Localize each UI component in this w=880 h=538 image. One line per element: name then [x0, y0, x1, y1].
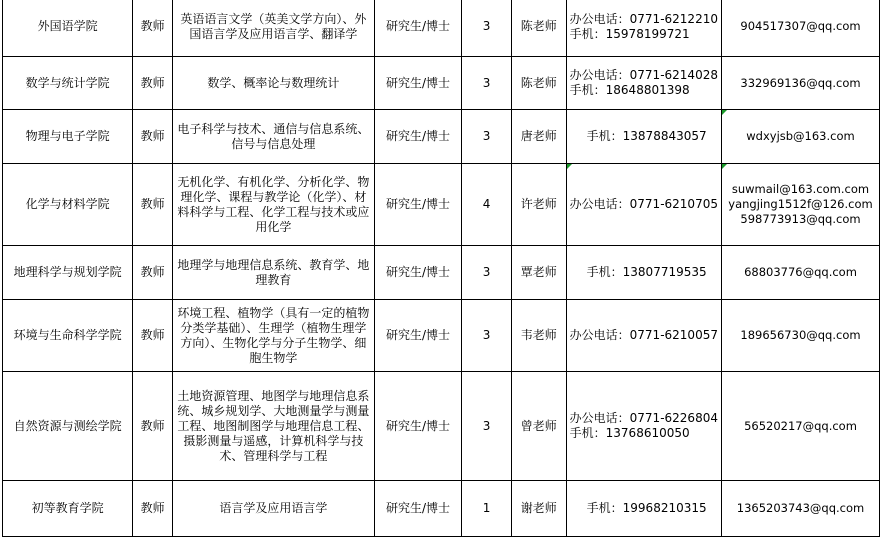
major-cell: 英语语言文学（英美文学方向）、外国语言学及应用语言学、翻译学	[172, 0, 374, 57]
count-cell: 4	[462, 164, 512, 246]
email-cell: 68803776@qq.com	[721, 246, 879, 300]
office-phone: 办公电话：0771-6210705	[569, 197, 718, 211]
table-row	[3, 0, 880, 57]
contact-cell	[566, 481, 721, 537]
email-text: wdxyjsb@163.com	[746, 129, 855, 143]
contact-cell	[566, 164, 721, 246]
count-cell: 3	[462, 300, 512, 372]
college-cell: 化学与材料学院	[3, 164, 133, 246]
table-row	[3, 246, 880, 300]
degree-cell: 研究生/博士	[374, 57, 462, 110]
count-cell: 1	[462, 481, 512, 537]
email-text: suwmail@163.com.com	[731, 182, 870, 196]
contact-person-cell: 谢老师	[511, 481, 566, 537]
contact-cell	[566, 110, 721, 164]
degree-cell: 研究生/博士	[374, 0, 462, 57]
major-cell: 数学、概率论与数理统计	[172, 57, 374, 110]
major-cell: 无机化学、有机化学、分析化学、物理化学、课程与教学论（化学）、材料科学与工程、化学工程与技术或应用化学	[172, 164, 374, 246]
contact-person-cell: 许老师	[511, 164, 566, 246]
contact-cell	[566, 0, 721, 57]
position-cell: 教师	[133, 300, 173, 372]
email-text: 598773913@qq.com	[740, 212, 861, 226]
contact-cell	[566, 300, 721, 372]
table-row	[3, 372, 880, 481]
email-cell: 904517307@qq.com	[721, 0, 879, 57]
table-row	[3, 164, 880, 246]
major-cell: 地理学与地理信息系统、教育学、地理教育	[172, 246, 374, 300]
mobile-phone: 手机：13878843057	[586, 129, 707, 143]
table-row	[3, 110, 880, 164]
mobile-phone: 手机：19968210315	[586, 501, 707, 515]
position-cell: 教师	[133, 57, 173, 110]
degree-cell: 研究生/博士	[374, 372, 462, 481]
contact-person-cell: 陈老师	[511, 57, 566, 110]
major-cell: 语言学及应用语言学	[172, 481, 374, 537]
office-phone: 办公电话：0771-6226804	[569, 411, 718, 425]
email-cell: 189656730@qq.com	[721, 300, 879, 372]
college-cell: 外国语学院	[3, 0, 133, 57]
count-cell: 3	[462, 0, 512, 57]
contact-person-cell: 韦老师	[511, 300, 566, 372]
email-cell: 332969136@qq.com	[721, 57, 879, 110]
count-cell: 3	[462, 372, 512, 481]
email-text: yangjing1512f@126.com	[728, 197, 873, 211]
contact-cell	[566, 246, 721, 300]
college-cell: 物理与电子学院	[3, 110, 133, 164]
mobile-phone: 手机：13807719535	[586, 265, 707, 279]
position-cell: 教师	[133, 372, 173, 481]
contact-person-cell: 陈老师	[511, 0, 566, 57]
office-phone: 办公电话：0771-6210057	[569, 328, 718, 342]
office-phone: 办公电话：0771-6212210	[569, 11, 718, 26]
contact-person-cell: 唐老师	[511, 110, 566, 164]
degree-cell: 研究生/博士	[374, 110, 462, 164]
contact-cell	[566, 372, 721, 481]
email-cell: 56520217@qq.com	[721, 372, 879, 481]
degree-cell: 研究生/博士	[374, 246, 462, 300]
count-cell: 3	[462, 246, 512, 300]
major-cell: 电子科学与技术、通信与信息系统、信号与信息处理	[172, 110, 374, 164]
college-cell: 数学与统计学院	[3, 57, 133, 110]
position-cell: 教师	[133, 110, 173, 164]
table-row	[3, 481, 880, 537]
count-cell: 3	[462, 57, 512, 110]
cell-comment-marker	[722, 110, 727, 115]
email-cell	[721, 110, 879, 164]
contact-person-cell: 曾老师	[511, 372, 566, 481]
position-cell: 教师	[133, 0, 173, 57]
table-row	[3, 300, 880, 372]
email-cell: 1365203743@qq.com	[721, 481, 879, 537]
major-cell: 土地资源管理、地图学与地理信息系统、城乡规划学、大地测量学与测量工程、地图制图学与地理信息工程、摄影测量与遥感，计算机科学与技术、管理科学与工程	[172, 372, 374, 481]
degree-cell: 研究生/博士	[374, 164, 462, 246]
major-cell: 环境工程、植物学（具有一定的植物分类学基础）、生理学（植物生理学方向）、生物化学与分子生物学、细胞生物学	[172, 300, 374, 372]
college-cell: 初等教育学院	[3, 481, 133, 537]
recruitment-table	[2, 0, 880, 537]
cell-comment-marker	[722, 164, 727, 169]
college-cell: 自然资源与测绘学院	[3, 372, 133, 481]
college-cell: 地理科学与规划学院	[3, 246, 133, 300]
college-cell: 环境与生命科学学院	[3, 300, 133, 372]
mobile-phone: 手机：15978199721	[569, 26, 690, 41]
contact-person-cell: 覃老师	[511, 246, 566, 300]
mobile-phone: 手机：13768610050	[569, 426, 690, 440]
position-cell: 教师	[133, 246, 173, 300]
degree-cell: 研究生/博士	[374, 300, 462, 372]
email-cell	[721, 164, 879, 246]
cell-comment-marker	[567, 164, 572, 169]
mobile-phone: 手机：18648801398	[569, 83, 690, 97]
count-cell: 3	[462, 110, 512, 164]
contact-cell	[566, 57, 721, 110]
position-cell: 教师	[133, 164, 173, 246]
office-phone: 办公电话：0771-6214028	[569, 68, 718, 82]
degree-cell: 研究生/博士	[374, 481, 462, 537]
table-row	[3, 57, 880, 110]
position-cell: 教师	[133, 481, 173, 537]
